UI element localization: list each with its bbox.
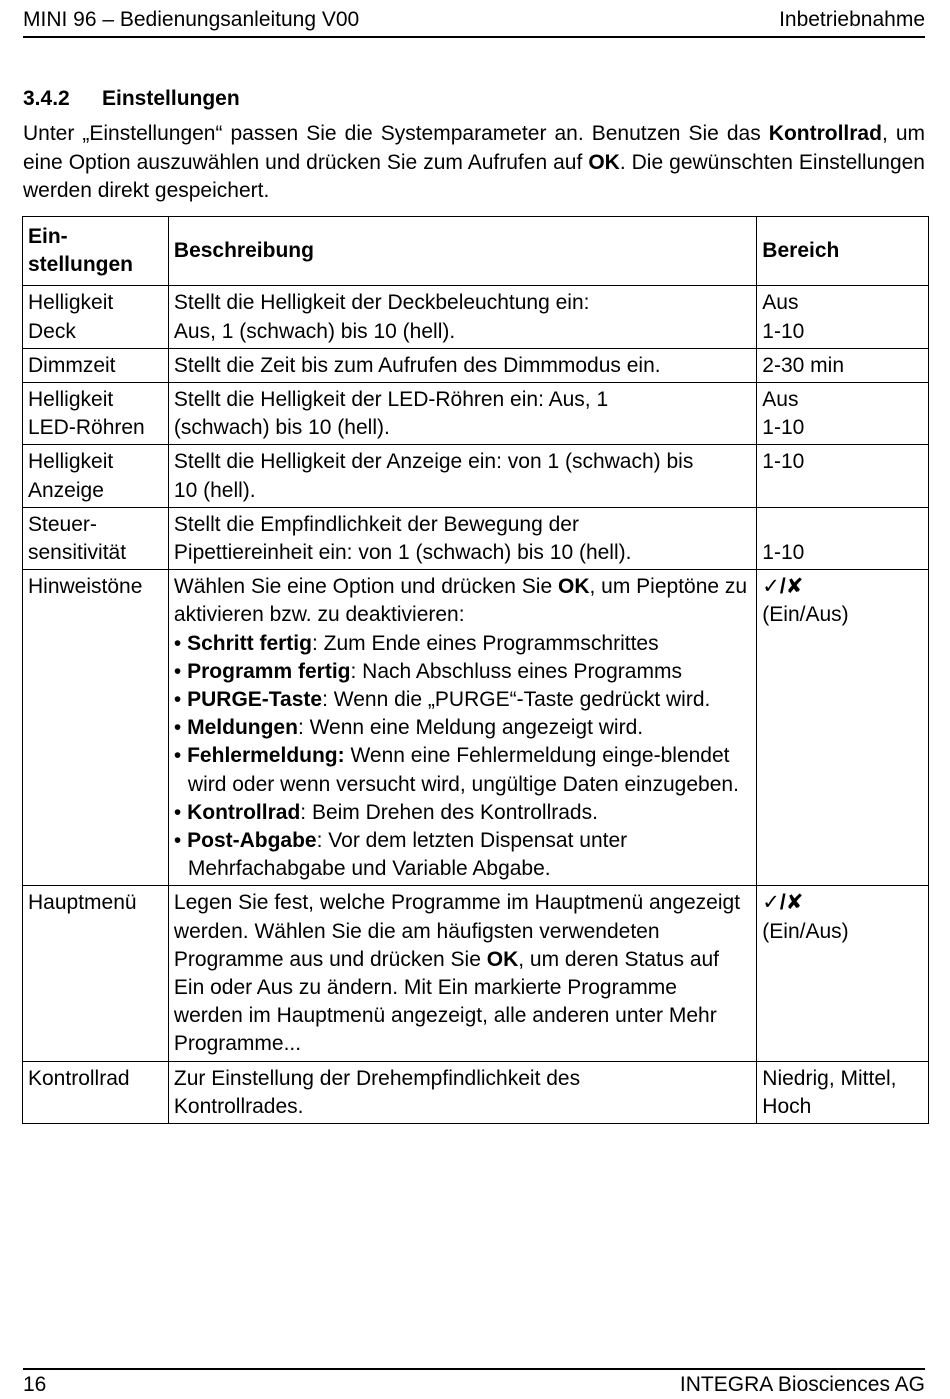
cell-text: Helligkeit	[28, 388, 114, 412]
setting-range	[757, 886, 929, 1061]
option-text: : Nach Abschluss eines Programms	[350, 659, 682, 683]
table-header-row	[23, 217, 929, 286]
section-number: 3.4.2	[23, 87, 70, 110]
setting-description	[168, 570, 756, 886]
settings-table	[22, 216, 929, 1124]
header-range: Bereich	[757, 217, 929, 286]
option-text: : Wenn eine Meldung angezeigt wird.	[297, 716, 644, 740]
intro-text: . Die gewünschten Einstellungen werden direkt gespeichert.	[23, 150, 925, 202]
setting-name	[23, 286, 169, 348]
option-label: Schritt fertig	[187, 631, 312, 655]
chapter-title: Inbetriebnahme	[779, 8, 925, 31]
setting-description	[168, 507, 756, 569]
setting-description	[168, 286, 756, 348]
option-text: : Zum Ende eines Programmschrittes	[311, 631, 659, 655]
cell-bold-ok: OK	[557, 575, 590, 599]
cell-text: (schwach) bis 10 (hell).	[173, 416, 390, 440]
bullet-icon: •	[173, 800, 182, 824]
cell-text: Wählen Sie eine Option und drücken Sie	[173, 575, 558, 599]
cell-text: LED-Röhren	[28, 416, 145, 440]
section-title: Einstellungen	[102, 87, 240, 110]
setting-name: Hinweistöne	[23, 570, 169, 886]
cell-text: Anzeige	[28, 478, 104, 502]
setting-range: 1-10	[757, 507, 929, 569]
option-text: : Vor dem letzten Dispensat unter Mehrfachabgabe und Variable Abgabe.	[187, 829, 628, 881]
list-item	[174, 827, 751, 883]
setting-description	[168, 383, 756, 445]
setting-name	[23, 383, 169, 445]
table-row	[23, 286, 929, 348]
description-intro	[174, 573, 751, 629]
setting-range	[757, 383, 929, 445]
setting-range: 1-10	[757, 445, 929, 507]
header-settings	[23, 217, 169, 286]
cell-text: Kontrollrades.	[173, 1094, 304, 1118]
setting-range	[757, 570, 929, 886]
cell-text: 1-10	[762, 416, 805, 440]
cell-text: Aus	[762, 291, 799, 315]
header-text: Ein-	[28, 225, 68, 248]
intro-paragraph	[23, 120, 925, 206]
cell-text: Helligkeit	[28, 291, 114, 315]
company-name: INTEGRA Biosciences AG	[679, 1373, 925, 1396]
beep-options-list	[174, 630, 751, 884]
list-item	[174, 686, 751, 714]
table-row	[23, 383, 929, 445]
setting-name: Hauptmenü	[23, 886, 169, 1061]
check-cross-icon: ✓/✘	[762, 575, 804, 599]
bullet-icon: •	[173, 659, 182, 683]
cell-text: Stellt die Empfindlichkeit der Bewegung der	[173, 512, 579, 536]
cell-text: Stellt die Helligkeit der Deckbeleuchtung ein:	[173, 291, 590, 315]
cell-text: Legen Sie fest, welche Programme im Hauptmenü angezeigt werden. Wählen Sie die am häufigsten verwendeten Programme aus und drücken Sie	[173, 891, 741, 971]
check-cross-icon: ✓/✘	[762, 891, 804, 915]
bullet-icon: •	[173, 744, 182, 768]
cell-text: (Ein/Aus)	[762, 919, 849, 943]
table-row	[23, 886, 929, 1061]
cell-text: Helligkeit	[28, 450, 114, 474]
list-item	[174, 630, 751, 658]
option-label: Meldungen	[187, 716, 298, 740]
setting-name	[23, 445, 169, 507]
intro-text: Unter „Einstellungen“ passen Sie die Systemparameter an. Benutzen Sie das	[23, 122, 769, 145]
bullet-icon: •	[173, 631, 182, 655]
cell-text: sensitivität	[28, 541, 127, 565]
list-item	[174, 799, 751, 827]
cell-text: Niedrig, Mittel,	[762, 1066, 897, 1090]
table-row	[23, 445, 929, 507]
manual-title: MINI 96 – Bedienungsanleitung V00	[23, 8, 360, 31]
option-label: Fehlermeldung:	[187, 744, 345, 768]
table-row	[23, 1061, 929, 1123]
cell-text: Zur Einstellung der Drehempfindlichkeit des	[173, 1066, 581, 1090]
intro-bold-kontrollrad: Kontrollrad	[768, 122, 882, 145]
setting-range	[757, 1061, 929, 1123]
setting-range	[757, 286, 929, 348]
option-text: : Wenn die „PURGE“-Taste gedrückt wird.	[322, 688, 711, 712]
option-label: Programm fertig	[187, 659, 351, 683]
option-label: Post-Abgabe	[187, 829, 317, 853]
cell-text: Aus, 1 (schwach) bis 10 (hell).	[173, 319, 456, 343]
option-label: Kontrollrad	[187, 800, 301, 824]
cell-bold-ok: OK	[486, 947, 519, 971]
cell-text: 1-10	[762, 319, 805, 343]
cell-text: , um Pieptöne zu aktivieren bzw. zu deaktivieren:	[173, 575, 748, 627]
header-description: Beschreibung	[168, 217, 756, 286]
cell-text: Stellt die Helligkeit der Anzeige ein: von 1 (schwach) bis	[173, 450, 694, 474]
cell-text: Stellt die Helligkeit der LED-Röhren ein: Aus, 1	[173, 388, 609, 412]
setting-name	[23, 507, 169, 569]
table-row	[23, 570, 929, 886]
setting-description	[168, 886, 756, 1061]
intro-text: , um eine Option auszuwählen und drücken Sie zum Aufrufen auf	[23, 122, 925, 174]
setting-description	[168, 445, 756, 507]
setting-description: Stellt die Zeit bis zum Aufrufen des Dimmmodus ein.	[168, 348, 756, 382]
table-row	[23, 507, 929, 569]
bullet-icon: •	[173, 688, 182, 712]
bullet-icon: •	[173, 829, 182, 853]
header-text: stellungen	[28, 253, 134, 277]
setting-range: 2-30 min	[757, 348, 929, 382]
cell-text: Hoch	[762, 1094, 812, 1118]
option-text: : Beim Drehen des Kontrollrads.	[300, 800, 598, 824]
option-label: PURGE-Taste	[187, 688, 323, 712]
intro-bold-ok: OK	[588, 150, 620, 174]
cell-text: (Ein/Aus)	[762, 603, 849, 627]
section-heading	[23, 86, 240, 112]
cell-text: Steuer-	[28, 512, 97, 536]
page-footer	[23, 1368, 925, 1398]
table-row	[23, 348, 929, 382]
page-number: 16	[23, 1373, 47, 1396]
page-header	[23, 4, 925, 38]
setting-name: Kontrollrad	[23, 1061, 169, 1123]
cell-text: Deck	[28, 319, 76, 343]
list-item	[174, 658, 751, 686]
option-text: Wenn eine Fehlermeldung einge-blendet wird oder wenn versucht wird, ungültige Daten einzugeben.	[187, 744, 739, 796]
list-item	[174, 742, 751, 798]
cell-text: Aus	[762, 388, 799, 412]
setting-name: Dimmzeit	[23, 348, 169, 382]
list-item	[174, 714, 751, 742]
bullet-icon: •	[173, 716, 182, 740]
setting-description	[168, 1061, 756, 1123]
cell-text: Pipettiereinheit ein: von 1 (schwach) bis 10 (hell).	[173, 541, 632, 565]
cell-text: 10 (hell).	[173, 478, 256, 502]
cell-text: , um deren Status auf Ein oder Aus zu ändern. Mit Ein markierte Programme werden im Hauptmenü angezeigt, alle anderen unter Mehr Programme...	[173, 947, 720, 1056]
